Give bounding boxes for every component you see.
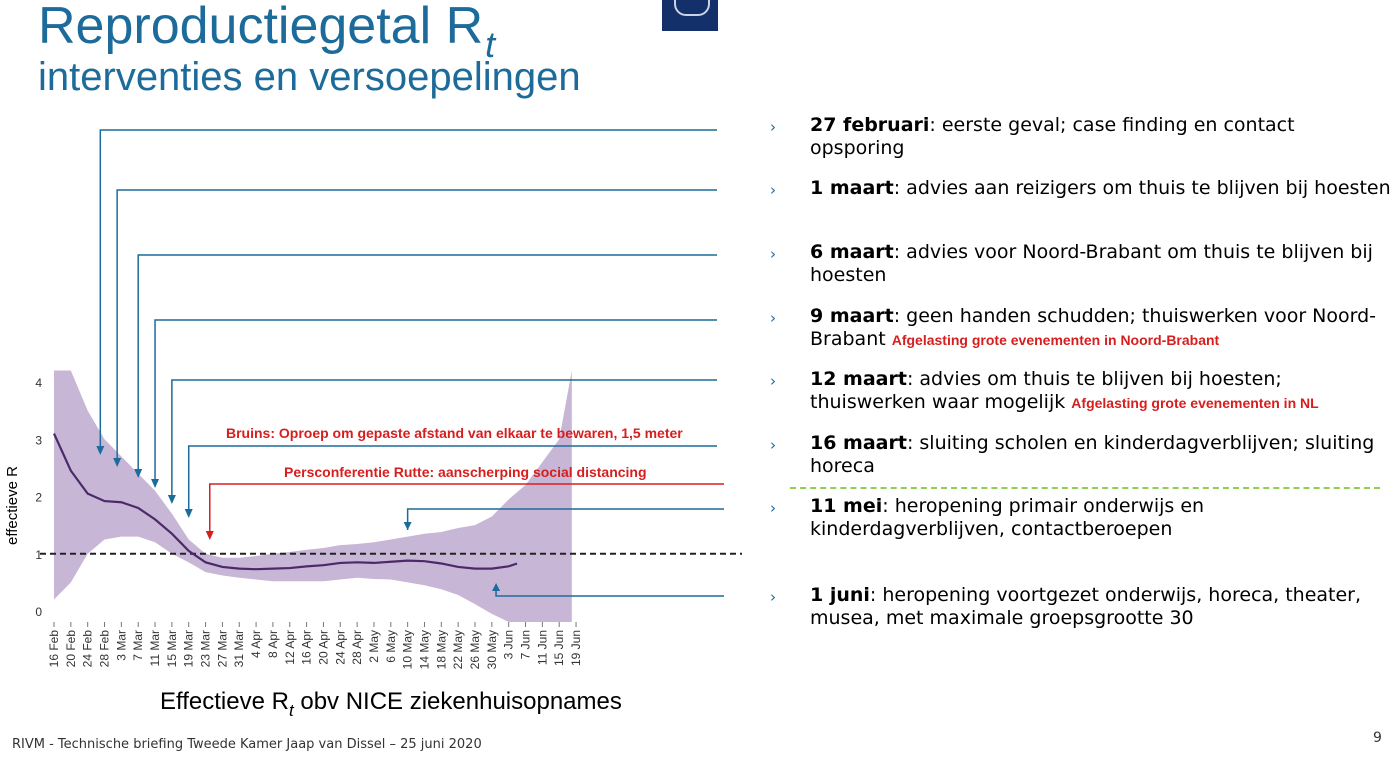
x-tick-label: 23 Mar	[198, 630, 213, 668]
confidence-band	[54, 371, 572, 622]
bullet-chevron-icon: ›	[770, 499, 776, 517]
x-tick-label: 14 May	[417, 630, 432, 670]
arrow-down-icon	[206, 531, 214, 540]
bullet-chevron-icon: ›	[770, 588, 776, 606]
page-number: 9	[1373, 730, 1382, 746]
x-tick-label: 16 Apr	[299, 630, 314, 665]
x-tick-label: 7 Mar	[131, 630, 146, 661]
title-subscript: t	[485, 24, 496, 65]
event-text: : heropening primair onderwijs en kinderdagverblijven, contactberoepen	[810, 495, 1205, 540]
y-tick-label: 2	[35, 490, 42, 505]
x-tick-label: 31 Mar	[232, 630, 247, 668]
arrow-down-icon	[404, 522, 412, 530]
y-tick-label: 4	[35, 376, 42, 390]
annotation-bruins: Bruins: Oproep om gepaste afstand van elkaar te bewaren, 1,5 meter	[226, 425, 683, 441]
bullet-chevron-icon: ›	[770, 436, 776, 454]
event-date: 12 maart	[810, 368, 907, 390]
arrow-down-icon	[168, 495, 176, 504]
bullet-chevron-icon: ›	[770, 245, 776, 263]
y-axis-title: effectieve R	[4, 466, 21, 545]
x-tick-label: 11 Mar	[148, 630, 163, 667]
x-tick-label: 10 May	[400, 630, 415, 670]
x-tick-label: 8 Apr	[265, 630, 280, 659]
x-tick-label: 4 Apr	[249, 630, 264, 659]
event-date: 1 maart	[810, 177, 894, 199]
arrow-down-icon	[151, 479, 159, 488]
x-tick-label: 24 Feb	[80, 630, 95, 668]
intervention-connector	[210, 484, 724, 532]
footer-text: RIVM - Technische briefing Tweede Kamer Jaap van Dissel – 25 juni 2020	[12, 737, 482, 752]
y-tick-label: 1	[35, 547, 42, 562]
event-text: : advies aan reizigers om thuis te blijven bij hoesten	[893, 177, 1391, 199]
event-text: : advies om thuis te blijven bij hoesten; thuiswerken waar mogelijk	[810, 368, 1282, 413]
event-date: 9 maart	[810, 305, 894, 327]
event-text: : eerste geval; case finding en contact opsporing	[810, 114, 1295, 159]
x-tick-label: 20 Feb	[63, 630, 78, 668]
x-tick-label: 20 Apr	[316, 630, 331, 665]
event-text: : geen handen schudden; thuiswerken voor Noord-Brabant	[810, 305, 1377, 350]
x-tick-label: 12 Apr	[282, 630, 297, 665]
x-tick-label: 3 Jun	[501, 630, 516, 660]
x-tick-label: 7 Jun	[518, 630, 533, 660]
x-axis-title	[160, 688, 622, 720]
event-date: 11 mei	[810, 495, 883, 517]
intervention-connector	[100, 130, 717, 447]
bullet-chevron-icon: ›	[770, 372, 776, 390]
event-date: 1 juni	[810, 584, 870, 606]
arrow-down-icon	[185, 509, 193, 518]
x-tick-label: 26 May	[468, 630, 482, 670]
x-tick-label: 28 Feb	[97, 630, 112, 668]
bullet-chevron-icon: ›	[770, 309, 776, 327]
x-tick-label: 27 Mar	[215, 630, 230, 668]
x-tick-label: 22 May	[451, 630, 466, 670]
x-tick-label: 28 Apr	[350, 630, 365, 665]
x-title-rest: obv NICE ziekenhuisopnames	[293, 688, 622, 715]
event-extra-red: Afgelasting grote evenementen in NL	[1071, 395, 1319, 411]
event-text: : sluiting scholen en kinderdagverblijven; sluiting horeca	[810, 432, 1375, 477]
x-title-main: Effectieve R	[160, 688, 289, 715]
intervention-connector	[155, 320, 717, 480]
annotation-rutte: Persconferentie Rutte: aanscherping social distancing	[284, 464, 647, 480]
x-tick-label: 15 Jun	[552, 630, 567, 667]
x-tick-label: 11 Jun	[535, 630, 550, 666]
bullet-chevron-icon: ›	[770, 118, 776, 136]
y-tick-label: 0	[35, 605, 42, 619]
x-title-subscript: t	[288, 701, 294, 720]
bullet-chevron-icon: ›	[770, 181, 776, 199]
x-tick-label: 6 May	[383, 630, 398, 663]
event-date: 6 maart	[810, 241, 894, 263]
event-text: : advies voor Noord-Brabant om thuis te blijven bij hoesten	[810, 241, 1373, 286]
y-tick-label: 3	[35, 433, 42, 448]
x-tick-label: 2 May	[366, 630, 381, 663]
event-date: 27 februari	[810, 114, 930, 136]
x-tick-label: 18 May	[434, 630, 449, 670]
phase-divider	[790, 487, 1380, 489]
x-tick-label: 19 Jun	[569, 630, 584, 667]
event-date: 16 maart	[810, 432, 907, 454]
slide-subtitle: interventies en versoepelingen	[38, 55, 581, 99]
x-tick-label: 19 Mar	[181, 630, 196, 668]
x-tick-label: 24 Apr	[333, 630, 348, 665]
x-tick-label: 3 Mar	[114, 630, 129, 661]
title-main: Reproductiegetal R	[38, 0, 484, 55]
x-tick-label: 16 Feb	[47, 630, 61, 668]
x-tick-label: 30 May	[484, 630, 499, 670]
event-extra-red: Afgelasting grote evenementen in Noord-Brabant	[891, 332, 1220, 348]
intervention-connector	[117, 190, 717, 459]
event-text: : heropening voortgezet onderwijs, horeca, theater, musea, met maximale groepsgrootte 30	[810, 584, 1362, 629]
x-tick-label: 15 Mar	[164, 630, 179, 668]
